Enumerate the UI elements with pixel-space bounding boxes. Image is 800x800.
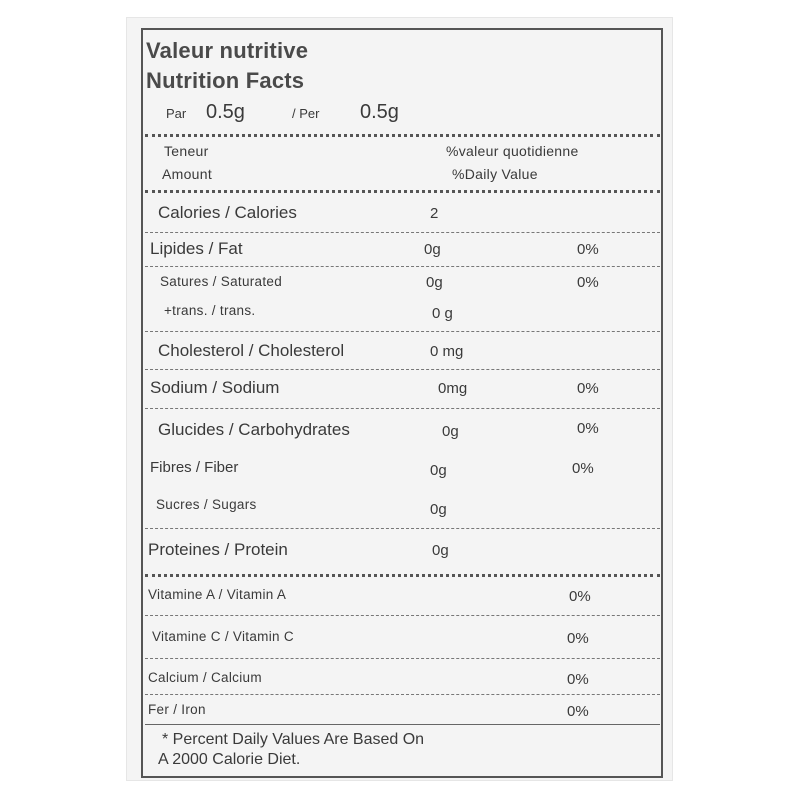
divider bbox=[145, 724, 660, 725]
serving-per-value: 0.5g bbox=[360, 101, 399, 123]
title-english: Nutrition Facts bbox=[146, 68, 305, 93]
divider bbox=[145, 266, 660, 267]
nutrient-amount: 0 mg bbox=[430, 343, 464, 360]
nutrient-label: Calories / Calories bbox=[158, 203, 297, 222]
nutrient-label: Sucres / Sugars bbox=[156, 497, 257, 512]
divider bbox=[145, 190, 660, 193]
nutrient-dv: 0% bbox=[577, 274, 599, 291]
vitamin-dv: 0% bbox=[567, 630, 589, 647]
title-french: Valeur nutritive bbox=[146, 38, 309, 63]
nutrient-amount: 0g bbox=[432, 542, 449, 559]
divider bbox=[145, 232, 660, 233]
nutrition-facts-panel bbox=[141, 28, 663, 778]
nutrient-dv: 0% bbox=[577, 241, 599, 258]
nutrient-label: Proteines / Protein bbox=[148, 540, 288, 559]
divider bbox=[145, 408, 660, 409]
nutrient-label: Lipides / Fat bbox=[150, 239, 243, 258]
vitamin-label: Vitamine C / Vitamin C bbox=[152, 629, 294, 644]
nutrient-amount: 0mg bbox=[438, 380, 468, 397]
nutrient-dv: 0% bbox=[572, 460, 594, 477]
vitamin-label: Vitamine A / Vitamin A bbox=[148, 587, 287, 602]
divider bbox=[145, 574, 660, 577]
nutrient-label: Fibres / Fiber bbox=[150, 459, 239, 476]
nutrient-amount: 2 bbox=[430, 205, 439, 222]
nutrient-amount: 0g bbox=[424, 241, 441, 258]
divider bbox=[145, 658, 660, 659]
vitamin-dv: 0% bbox=[567, 703, 589, 720]
serving-per-label: / Per bbox=[292, 106, 320, 121]
divider bbox=[145, 331, 660, 332]
nutrient-label: Sodium / Sodium bbox=[150, 378, 280, 397]
nutrient-amount: 0g bbox=[430, 462, 447, 479]
nutrient-dv: 0% bbox=[577, 420, 599, 437]
divider bbox=[145, 528, 660, 529]
divider bbox=[145, 615, 660, 616]
nutrient-label: Cholesterol / Cholesterol bbox=[158, 341, 345, 360]
vitamin-dv: 0% bbox=[567, 671, 589, 688]
divider bbox=[145, 369, 660, 370]
header-amount-fr: Teneur bbox=[164, 143, 209, 159]
nutrient-amount: 0g bbox=[430, 501, 447, 518]
vitamin-label: Fer / Iron bbox=[148, 702, 206, 717]
footnote-line-1: * Percent Daily Values Are Based On bbox=[162, 731, 425, 748]
serving-par-value: 0.5g bbox=[206, 101, 245, 123]
nutrient-label: Glucides / Carbohydrates bbox=[158, 420, 350, 439]
nutrient-label: Satures / Saturated bbox=[160, 274, 283, 289]
vitamin-label: Calcium / Calcium bbox=[148, 670, 262, 685]
nutrient-label: +trans. / trans. bbox=[164, 303, 256, 318]
header-dv-en: %Daily Value bbox=[452, 166, 538, 182]
divider bbox=[145, 134, 660, 137]
header-dv-fr: %valeur quotidienne bbox=[446, 143, 579, 159]
serving-par-label: Par bbox=[166, 106, 187, 121]
vitamin-dv: 0% bbox=[569, 588, 591, 605]
footnote-line-2: A 2000 Calorie Diet. bbox=[158, 751, 301, 768]
header-amount-en: Amount bbox=[162, 166, 213, 182]
nutrient-amount: 0 g bbox=[432, 305, 453, 322]
nutrient-dv: 0% bbox=[577, 380, 599, 397]
divider bbox=[145, 694, 660, 695]
nutrient-amount: 0g bbox=[442, 423, 459, 440]
nutrient-amount: 0g bbox=[426, 274, 443, 291]
